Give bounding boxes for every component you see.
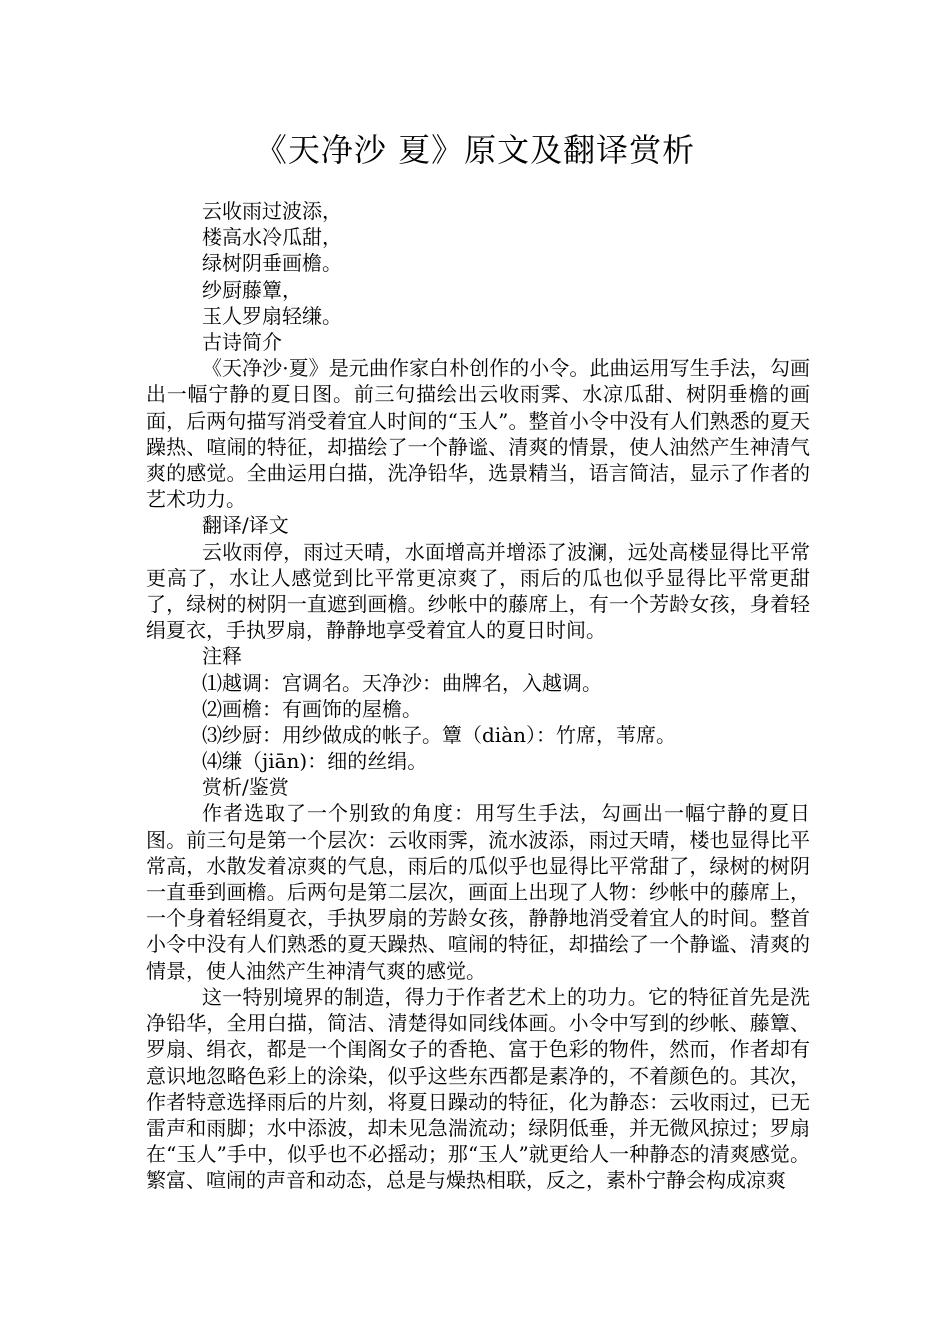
intro-paragraph: 《天净沙·夏》是元曲作家白朴创作的小令。此曲运用写生手法，勾画出一幅宁静的夏日图。前三句描绘出云收雨霁、水凉瓜甜、树阴垂檐的画面，后两句描写消受着宜人时间的“玉人”。整首小令中没有人们熟悉的夏天躁热、喧闹的特征，却描绘了一个静谧、清爽的情景，使人油然产生神清气爽的感觉。全曲运用白描，洗净铅华，选景精当，语言简洁，显示了作者的艺术功力。 — [146, 356, 810, 512]
document-body — [146, 198, 810, 1194]
poem-line: 云收雨过波添， — [202, 199, 342, 223]
note-item: ⑴越调：宫调名。天净沙：曲牌名，入越调。 — [202, 670, 602, 695]
page-title: 《天净沙 夏》原文及翻译赏析 — [254, 131, 696, 169]
appreciation-paragraph: 作者选取了一个别致的角度：用写生手法，勾画出一幅宁静的夏日图。前三句是第一个层次：云收雨霁，流水波添，雨过天晴，楼也显得比平常高，水散发着凉爽的气息，雨后的瓜似乎也显得比平常甜了，绿树的树阴一直垂到画檐。后两句是第二层次，画面上出现了人物：纱帐中的藤席上，一个身着轻绢夏衣，手执罗扇的芳龄女孩，静静地消受着宜人的时间。整首小令中没有人们熟悉的夏天躁热、喧闹的特征，却描绘了一个静谧、清爽的情景，使人油然产生神清气爽的感觉。 — [146, 801, 810, 983]
appreciation-paragraph: 这一特别境界的制造，得力于作者艺术上的功力。它的特征首先是洗净铅华，全用白描，简洁、清楚得如同线体画。小令中写到的纱帐、藤簟、罗扇、绢衣，都是一个闺阁女子的香艳、富于色彩的物件，然而，作者却有意识地忽略色彩上的涂染，似乎这些东西都是素净的，不着颜色的。其次，作者特意选择雨后的片刻，将夏日躁动的特征，化为静态：云收雨过，已无雷声和雨脚；水中添波，却未见急湍流动；绿阴低垂，并无微风掠过；罗扇在“玉人”手中，似乎也不必摇动；那“玉人”就更给人一种静态的清爽感觉。繁富、喧闹的声音和动态，总是与燥热相联，反之，素朴宁静会构成凉爽 — [146, 984, 810, 1193]
section-heading-notes: 注释 — [202, 644, 242, 669]
poem-line: 楼高水冷瓜甜， — [202, 225, 342, 250]
poem — [146, 198, 810, 329]
section-heading-translation: 翻译/译文 — [202, 513, 289, 538]
poem-line: 玉人罗扇轻缣。 — [202, 303, 342, 328]
section-heading-intro: 古诗简介 — [202, 329, 282, 354]
note-item: ⑶纱厨：用纱做成的帐子。簟（diàn）：竹席，苇席。 — [202, 722, 677, 747]
section-heading-appreciation: 赏析/鉴赏 — [202, 775, 289, 800]
translation-paragraph: 云收雨停，雨过天晴，水面增高并增添了波澜，远处高楼显得比平常更高了，水让人感觉到比平常更凉爽了，雨后的瓜也似乎显得比平常更甜了，绿树的树阴一直遮到画檐。纱帐中的藤席上，有一个芳龄女孩，身着轻绢夏衣，手执罗扇，静静地享受着宜人的夏日时间。 — [146, 539, 810, 643]
note-item: ⑷缣（jiān)：细的丝绢。 — [202, 749, 428, 774]
note-item: ⑵画檐：有画饰的屋檐。 — [202, 696, 422, 721]
poem-line: 绿树阴垂画檐。 — [202, 251, 342, 276]
poem-line: 纱厨藤簟， — [202, 277, 302, 302]
